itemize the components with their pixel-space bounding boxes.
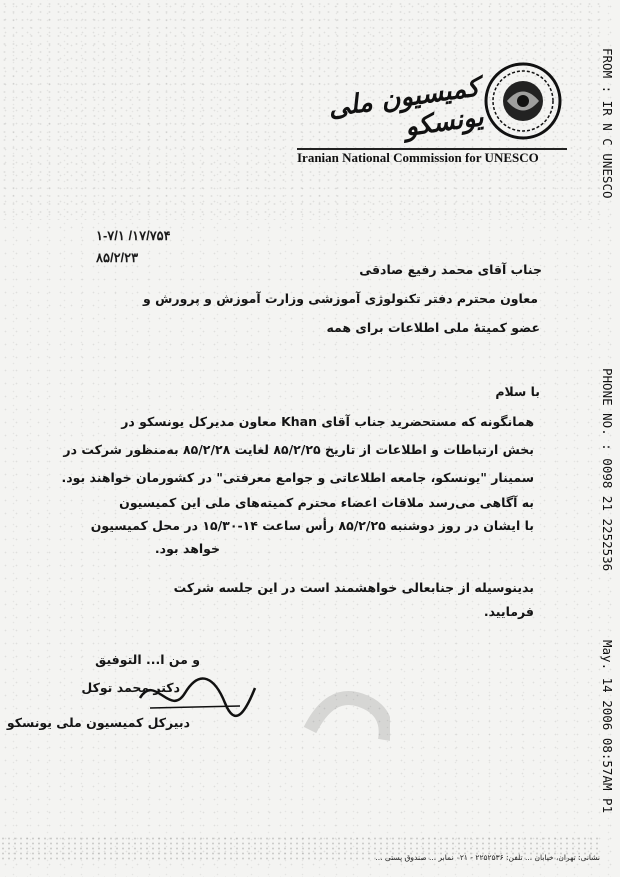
fax-date: May. 14 2006 08:57AM P1 [600, 640, 615, 814]
paragraph2-line1: به آگاهی می‌رسد ملاقات اعضاء محترم کمیته‌های ملی این کمیسیون [119, 495, 534, 510]
paragraph3-line1: بدینوسیله از جنابعالی خواهشمند است در این جلسه شرکت [173, 580, 534, 595]
paragraph1-line1: همانگونه که مستحضرید جناب آقای Khan معاون مدیرکل یونسکو در [121, 414, 534, 429]
letterhead-english-name: Iranian National Commission for UNESCO [297, 148, 567, 166]
recipient-title: معاون محترم دفتر تکنولوژی آموزشی وزارت آموزش و پرورش و [143, 291, 538, 306]
recipient-name: جناب آقای محمد رفیع صادقی [359, 262, 542, 277]
fax-transmission-header [598, 0, 620, 877]
fax-from: FROM : IR N C UNESCO [600, 48, 615, 199]
reference-number: ۱۷/۷۵۴/ ۱-۷/۱ [96, 228, 171, 243]
greeting: با سلام [495, 384, 540, 399]
paragraph1-line2: بخش ارتباطات و اطلاعات از تاریخ ۸۵/۲/۲۵ لغایت ۸۵/۲/۲۸ به‌منظور شرکت در [63, 442, 534, 457]
closing-salutation: و من ا... التوفیق [95, 652, 200, 667]
paragraph2-line3: خواهد بود. [154, 541, 220, 556]
footer-address: نشانی: تهران، خیابان ... تلفن: ۲۲۵۲۵۳۶ - ۰۲۱ نمابر ... صندوق پستی ... [375, 853, 600, 862]
paragraph3-line2: فرمایید. [483, 604, 534, 619]
paragraph1-line3: سمینار "یونسکو، جامعه اطلاعاتی و جوامع معرفتی" در کشورمان خواهند بود. [61, 470, 534, 485]
recipient-committee: عضو کمیتهٔ ملی اطلاعات برای همه [326, 320, 540, 335]
fax-phone: PHONE NO. : 0098 21 2252536 [600, 368, 615, 572]
paragraph2-line2: با ایشان در روز دوشنبه ۸۵/۲/۲۵ رأس ساعت ۱۴-۱۵/۳۰ در محل کمیسیون [90, 518, 534, 533]
ink-smudge-icon [300, 680, 390, 750]
unesco-emblem-icon [482, 60, 564, 142]
signatory-title: دبیرکل کمیسیون ملی یونسکو [6, 715, 190, 730]
signatory-name: دکتر محمد توکل [81, 680, 180, 695]
letterhead-persian-name: کمیسیون ملی یونسکو [326, 72, 486, 143]
reference-date: ۸۵/۲/۲۳ [96, 250, 139, 265]
